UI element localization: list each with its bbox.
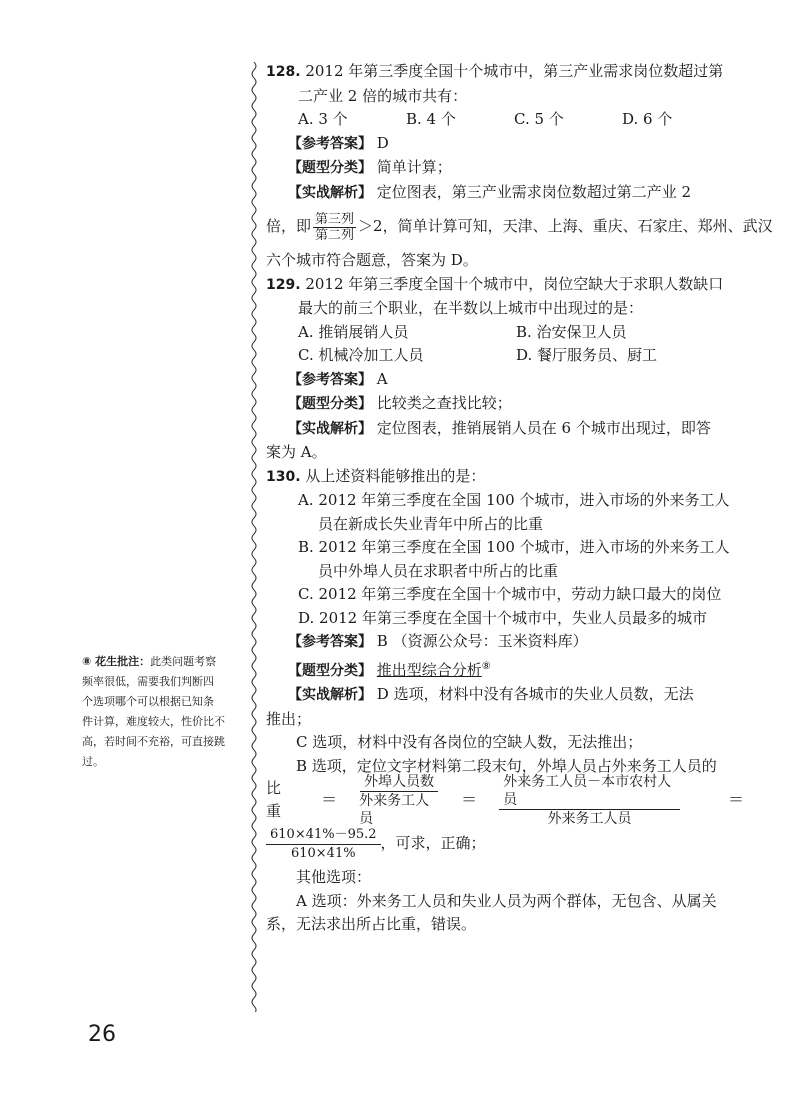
wavy-margin-line	[246, 62, 262, 1012]
type-tag: 【题型分类】	[288, 160, 372, 176]
analysis-tag: 【实战解析】	[288, 184, 372, 201]
analysis-text: C 选项，材料中没有各岗位的空缺人数，无法推出；	[296, 733, 643, 751]
analysis-text: A 选项：外来务工人员和失业人员为两个群体，无包含、从属关	[296, 891, 717, 910]
analysis-fraction-line	[266, 205, 773, 249]
type-tag: 【题型分类】	[288, 396, 372, 412]
fraction-numerator: 外来务工人员－本市农村人员	[499, 773, 680, 810]
fraction-denominator: 第二列	[315, 227, 355, 243]
analysis-text: D 选项，材料中没有各城市的失业人员数，无法	[376, 685, 694, 703]
answer-value: D	[376, 133, 389, 152]
question-stem-cont: 最大的前三个职业，在半数以上城市中出现过的是：	[298, 299, 644, 317]
options-row	[266, 108, 744, 132]
calc-line	[266, 822, 744, 866]
question-number: 128.	[266, 64, 301, 80]
option-d[interactable]: D. 6 个	[622, 110, 673, 128]
question-stem-cont: 二产业 2 倍的城市共有：	[298, 86, 468, 105]
fraction-numerator: 610×41%－95.2	[266, 826, 381, 845]
option-a[interactable]: A. 2012 年第三季度在全国 100 个城市，进入市场的外来务工人	[298, 491, 730, 509]
question-number: 129.	[266, 276, 301, 293]
type-value: 推出型综合分析	[376, 660, 482, 679]
option-b[interactable]: B. 2012 年第三季度在全国 100 个城市，进入市场的外来务工人	[298, 538, 730, 556]
analysis-text: 定位图表，第三产业需求岗位数超过第二产业 2	[376, 182, 692, 201]
side-annotation	[82, 652, 240, 772]
question-128	[266, 60, 773, 273]
analysis-tag: 【实战解析】	[288, 687, 372, 703]
options-row	[266, 321, 744, 345]
equals-sign: ＝	[461, 790, 478, 810]
fraction-numerator: 第三列	[315, 211, 355, 227]
answer-tag: 【参考答案】	[288, 135, 372, 152]
analysis-text: 推出；	[266, 709, 312, 728]
main-content	[266, 60, 773, 937]
page-number: 26	[88, 1022, 116, 1047]
options-row	[266, 344, 744, 368]
option-c[interactable]: C. 5 个	[514, 110, 564, 128]
analysis-text: 其他选项：	[296, 868, 372, 886]
side-note-line: 频率很低，需要我们判断四	[82, 675, 214, 688]
analysis-text: ＞2，简单计算可知，天津、上海、重庆、石家庄、郑州、武汉	[358, 217, 773, 236]
analysis-text: 系，无法求出所占比重，错误。	[266, 915, 477, 933]
fraction-denominator: 610×41%	[290, 845, 356, 861]
fraction-denominator: 外来务工人员	[359, 792, 430, 827]
answer-value: A	[376, 369, 388, 388]
fraction	[266, 826, 381, 863]
type-tag: 【题型分类】	[288, 662, 372, 679]
footnote-marker: ⑧	[481, 660, 491, 672]
question-129	[266, 273, 744, 465]
answer-tag: 【参考答案】	[288, 371, 372, 388]
option-b[interactable]: B. 4 个	[406, 110, 456, 128]
option-b[interactable]: B. 治安保卫人员	[516, 322, 627, 341]
option-a[interactable]: A. 推销展销人员	[298, 322, 409, 341]
option-a-cont: 员在新成长失业青年中所占的比重	[318, 514, 544, 533]
question-stem: 从上述资料能够推出的是：	[305, 466, 486, 485]
side-note-line: 件计算，难度较大，性价比不	[82, 715, 225, 728]
option-d[interactable]: D. 2012 年第三季度在全国十个城市中，失业人员最多的城市	[298, 608, 707, 627]
type-value: 简单计算；	[376, 158, 452, 176]
analysis-text: B 选项，定位文字材料第二段末句，外埠人员占外来务工人员的	[296, 756, 717, 775]
fraction	[499, 773, 680, 828]
analysis-tag: 【实战解析】	[288, 420, 372, 437]
fraction	[359, 773, 439, 828]
answer-tag: 【参考答案】	[288, 634, 372, 650]
ratio-formula	[266, 773, 744, 827]
type-value: 比较类之查找比较；	[376, 394, 512, 412]
analysis-text: 案为 A。	[266, 443, 327, 461]
analysis-text: ，可求，正确；	[380, 834, 486, 853]
equals-sign: ＝	[727, 790, 744, 810]
side-note-line: 过。	[82, 755, 104, 768]
side-note-title: ⑧ 花生批注：	[82, 655, 151, 668]
side-note-line: 此类问题考察	[150, 655, 217, 668]
question-stem: 2012 年第三季度全国十个城市中，第三产业需求岗位数超过第	[305, 62, 724, 80]
question-130	[266, 465, 744, 937]
option-a[interactable]: A. 3 个	[298, 110, 348, 128]
ratio-label: 比 重	[266, 778, 282, 820]
question-stem: 2012 年第三季度全国十个城市中，岗位空缺大于求职人数缺口	[305, 274, 724, 293]
analysis-text: 倍，即	[266, 217, 312, 236]
fraction-denominator: 外来务工人员	[547, 810, 632, 827]
option-b-cont: 员中外埠人员在求职者中所占的比重	[318, 561, 559, 580]
fraction	[313, 212, 356, 243]
equals-sign: ＝	[321, 790, 338, 810]
side-note-line: 个选项哪个可以根据已知条	[82, 695, 214, 708]
question-number: 130.	[266, 468, 301, 485]
option-d[interactable]: D. 餐厅服务员、厨工	[516, 346, 658, 364]
option-c[interactable]: C. 2012 年第三季度在全国十个城市中，劳动力缺口最大的岗位	[298, 585, 722, 603]
side-note-line: 高，若时间不充裕，可直接跳	[82, 735, 225, 748]
fraction-numerator: 外埠人员数	[360, 773, 438, 792]
analysis-text: 定位图表，推销展销人员在 6 个城市出现过，即答	[376, 418, 711, 437]
answer-value: B （资源公众号：玉米资料库）	[376, 632, 588, 650]
option-c[interactable]: C. 机械冷加工人员	[298, 346, 424, 364]
analysis-text: 六个城市符合题意，答案为 D。	[266, 251, 478, 269]
